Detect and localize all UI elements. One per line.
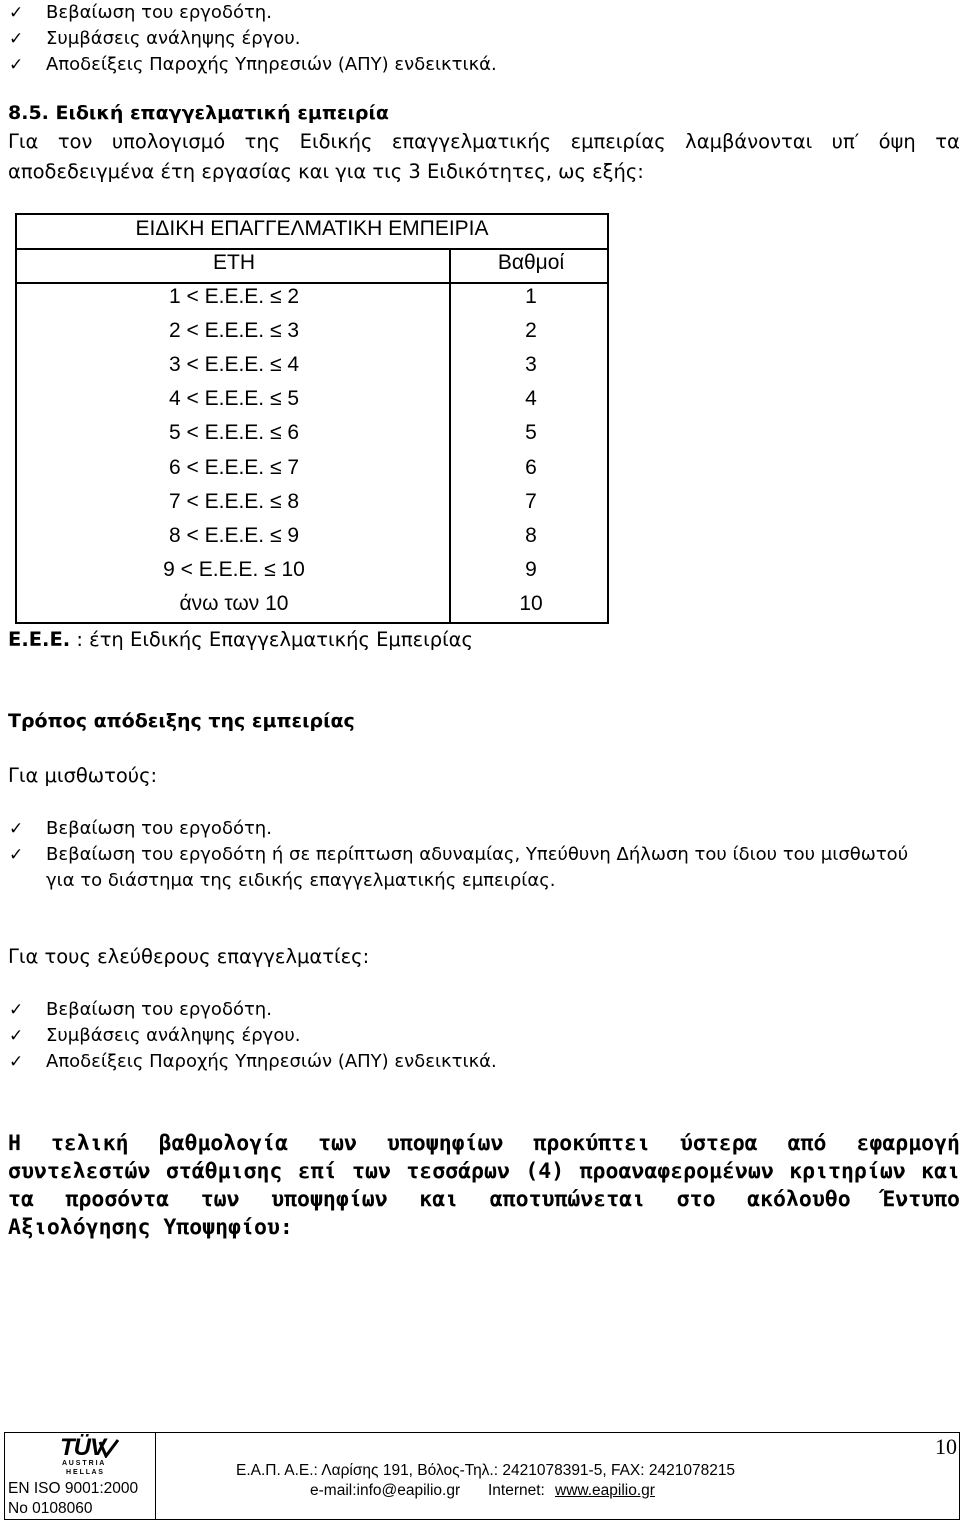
- table-cell-points: 6: [525, 455, 537, 479]
- check-icon: ✓: [9, 845, 24, 865]
- table-cell-points: 1: [525, 285, 537, 308]
- paragraph-word: όψη: [878, 130, 916, 153]
- paragraph-word: υπ′: [831, 130, 860, 153]
- paragraph-word: τα: [935, 130, 960, 153]
- tuv-logo: [60, 1436, 126, 1478]
- check-icon: ✓: [9, 29, 24, 49]
- list-item-continuation: για το διάστημα της ειδικής επαγγελματικής εμπειρίας.: [46, 870, 556, 891]
- final-paragraph-line: συντελεστών στάθμισης επί των τεσσάρων (4) προαναφερομένων κριτηρίων και: [8, 1159, 960, 1184]
- list-item: Αποδείξεις Παροχής Υπηρεσιών (ΑΠΥ) ενδεικτικά.: [46, 54, 497, 75]
- table-cell-years: 7 < Ε.Ε.Ε. ≤ 8: [168, 489, 299, 513]
- paragraph-word: εμπειρίας: [570, 130, 666, 153]
- table-cell-years: 9 < Ε.Ε.Ε. ≤ 10: [163, 557, 305, 581]
- final-paragraph-line: Η τελική βαθμολογία των υποψηφίων προκύπτει ύστερα από εφαρμογή: [8, 1131, 960, 1156]
- table-title: ΕΙΔΙΚΗ ΕΠΑΓΓΕΛΜΑΤΙΚΗ ΕΜΠΕΙΡΙΑ: [135, 217, 489, 240]
- column-header-points: Βαθμοί: [497, 251, 565, 274]
- table-cell-years: άνω των 10: [179, 591, 289, 615]
- list-item: Συμβάσεις ανάληψης έργου.: [46, 1025, 301, 1046]
- tuv-logo-subtitle: H E L L A S: [66, 1469, 103, 1476]
- intro-paragraph-line: [8, 130, 960, 153]
- table-divider: [17, 282, 607, 284]
- check-icon: ✓: [9, 1026, 24, 1046]
- page-footer: [4, 1432, 960, 1520]
- list-item: Βεβαίωση του εργοδότη.: [46, 2, 272, 23]
- tuv-logo-subtitle: A U S T R I A: [62, 1460, 105, 1467]
- table-footnote: [8, 628, 473, 651]
- intro-paragraph-line: αποδεδειγμένα έτη εργασίας και για τις 3 Ειδικότητες, ως εξής:: [8, 160, 644, 183]
- footer-internet-label: Internet:: [488, 1482, 545, 1499]
- table-cell-years: 4 < Ε.Ε.Ε. ≤ 5: [168, 387, 299, 411]
- paragraph-word: Για: [8, 130, 39, 153]
- column-header-years: ΕΤΗ: [213, 251, 255, 274]
- list-item: Αποδείξεις Παροχής Υπηρεσιών (ΑΠΥ) ενδεικτικά.: [46, 1051, 497, 1072]
- tuv-logo-mark: [98, 1438, 120, 1458]
- footer-website-link[interactable]: www.eapilio.gr: [555, 1482, 655, 1499]
- experience-points-table: [15, 213, 609, 624]
- footer-email: e-mail:info@eapilio.gr: [310, 1482, 461, 1499]
- table-cell-points: 10: [519, 591, 543, 615]
- list-item: Βεβαίωση του εργοδότη.: [46, 818, 272, 839]
- check-icon: ✓: [9, 1000, 24, 1020]
- list-item: Βεβαίωση του εργοδότη.: [46, 999, 272, 1020]
- paragraph-word: επαγγελματικής: [391, 130, 552, 153]
- table-cell-years: 5 < Ε.Ε.Ε. ≤ 6: [168, 421, 299, 445]
- list-item: Συμβάσεις ανάληψης έργου.: [46, 28, 301, 49]
- table-cell-points: 3: [525, 353, 537, 377]
- check-icon: ✓: [9, 3, 24, 23]
- table-cell-points: 9: [525, 557, 537, 581]
- footnote-abbreviation: Ε.Ε.Ε.: [8, 628, 71, 651]
- table-cell-years: 6 < Ε.Ε.Ε. ≤ 7: [168, 455, 299, 479]
- table-cell-points: 5: [525, 421, 537, 445]
- paragraph-word: λαμβάνονται: [685, 130, 813, 153]
- table-cell-years: 3 < Ε.Ε.Ε. ≤ 4: [168, 353, 299, 377]
- section-heading: 8.5. Ειδική επαγγελματική εμπειρία: [8, 102, 389, 124]
- proof-heading: Τρόπος απόδειξης της εμπειρίας: [8, 710, 355, 732]
- tuv-logo-text: TÜV: [60, 1434, 105, 1461]
- check-icon: ✓: [9, 1052, 24, 1072]
- paragraph-word: τον: [57, 130, 93, 153]
- table-cell-years: 8 < Ε.Ε.Ε. ≤ 9: [168, 523, 299, 547]
- footnote-text: : έτη Ειδικής Επαγγελματικής Εμπειρίας: [70, 628, 473, 651]
- final-paragraph-line: Αξιολόγησης Υποψηφίου:: [8, 1215, 293, 1240]
- paragraph-word: Ειδικής: [299, 130, 373, 153]
- table-cell-points: 8: [525, 523, 537, 547]
- page-number: 10: [935, 1434, 957, 1459]
- table-cell-points: 4: [525, 387, 537, 411]
- check-icon: ✓: [9, 55, 24, 75]
- check-icon: ✓: [9, 819, 24, 839]
- list-item: Βεβαίωση του εργοδότη ή σε περίπτωση αδυναμίας, Υπεύθυνη Δήλωση του ίδιου του μισθωτού: [46, 844, 909, 865]
- paragraph-word: της: [244, 130, 281, 153]
- freelancers-label: Για τους ελεύθερους επαγγελματίες:: [8, 945, 370, 968]
- table-cell-points: 2: [525, 319, 537, 343]
- iso-certification: EN ISO 9001:2000: [8, 1480, 139, 1497]
- final-paragraph-line: τα προσόντα των υποψηφίων και αποτυπώνεται στο ακόλουθο Έντυπο: [8, 1187, 960, 1212]
- table-cell-years: 1 < Ε.Ε.Ε. ≤ 2: [168, 285, 299, 308]
- table-cell-points: 7: [525, 489, 537, 513]
- footer-address: Ε.Α.Π. Α.Ε.: Λαρίσης 191, Βόλος-Τηλ.: 2421078391-5, FAX: 2421078215: [236, 1462, 736, 1479]
- table-divider: [17, 248, 607, 250]
- table-cell-years: 2 < Ε.Ε.Ε. ≤ 3: [168, 319, 299, 343]
- certificate-number: No 0108060: [8, 1500, 93, 1517]
- paragraph-word: υπολογισμό: [111, 130, 226, 153]
- employees-label: Για μισθωτούς:: [8, 764, 158, 787]
